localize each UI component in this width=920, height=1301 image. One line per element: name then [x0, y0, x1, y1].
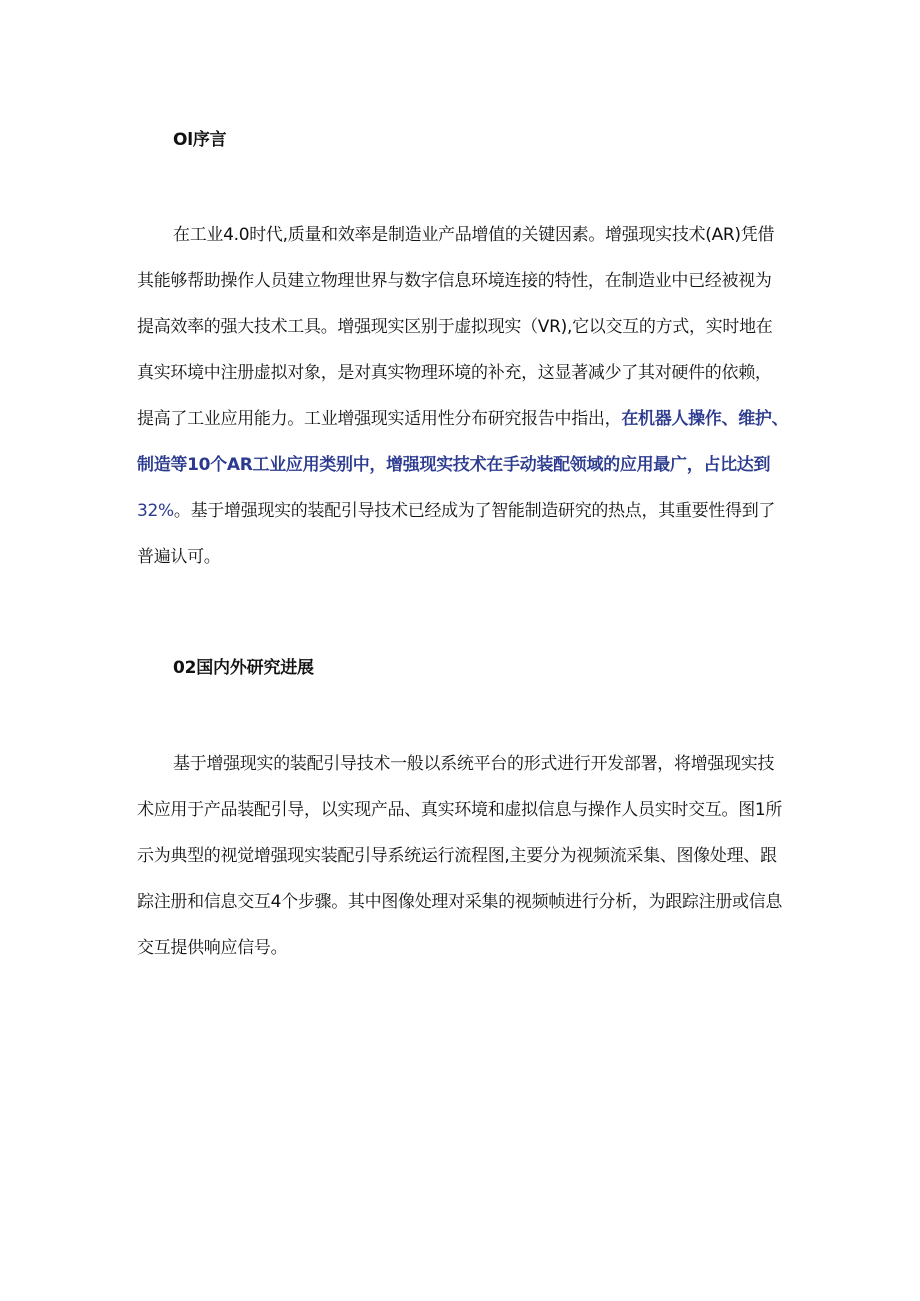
research-progress-paragraph [137, 741, 797, 971]
paragraph-line: 术应用于产品装配引导，以实现产品、真实环境和虚拟信息与操作人员实时交互。图1所 [137, 800, 783, 820]
highlighted-percent: 32% [137, 501, 174, 521]
paragraph-line: 其能够帮助操作人员建立物理世界与数字信息环境连接的特性，在制造业中已经被视为 [137, 271, 772, 291]
line-text: 。基于增强现实的装配引导技术已经成为了智能制造研究的热点，其重要性得到了 [173, 501, 776, 521]
highlighted-text: 在机器人操作、维护、 [621, 409, 789, 429]
section-heading-preface: Ol序言 [173, 130, 227, 150]
highlighted-line: 制造等10个AR工业应用类别中，增强现实技术在手动装配领域的应用最广，占比达到 [137, 455, 771, 475]
paragraph-line [137, 396, 797, 442]
paragraph-line: 交互提供响应信号。 [137, 938, 288, 958]
preface-paragraph [137, 212, 797, 580]
paragraph-line: 提高效率的强大技术工具。增强现实区别于虚拟现实（VR),它以交互的方式，实时地在 [137, 317, 773, 337]
line-text: 提高了工业应用能力。工业增强现实适用性分布研究报告中指出， [137, 409, 622, 429]
paragraph-line: 基于增强现实的装配引导技术一般以系统平台的形式进行开发部署，将增强现实技 [173, 754, 775, 774]
paragraph-line [137, 488, 797, 534]
paragraph-line: 真实环境中注册虚拟对象，是对真实物理环境的补充，这显著减少了其对硬件的依赖， [137, 363, 772, 383]
paragraph-line: 踪注册和信息交互4个步骤。其中图像处理对采集的视频帧进行分析，为跟踪注册或信息 [137, 892, 783, 912]
paragraph-line: 普遍认可。 [137, 547, 221, 567]
section-heading-research-progress: 02国内外研究进展 [173, 658, 314, 678]
paragraph-line: 在工业4.0时代,质量和效率是制造业产品增值的关键因素。增强现实技术(AR)凭借 [173, 225, 775, 245]
paragraph-line: 示为典型的视觉增强现实装配引导系统运行流程图,主要分为视频流采集、图像处理、跟 [137, 846, 777, 866]
